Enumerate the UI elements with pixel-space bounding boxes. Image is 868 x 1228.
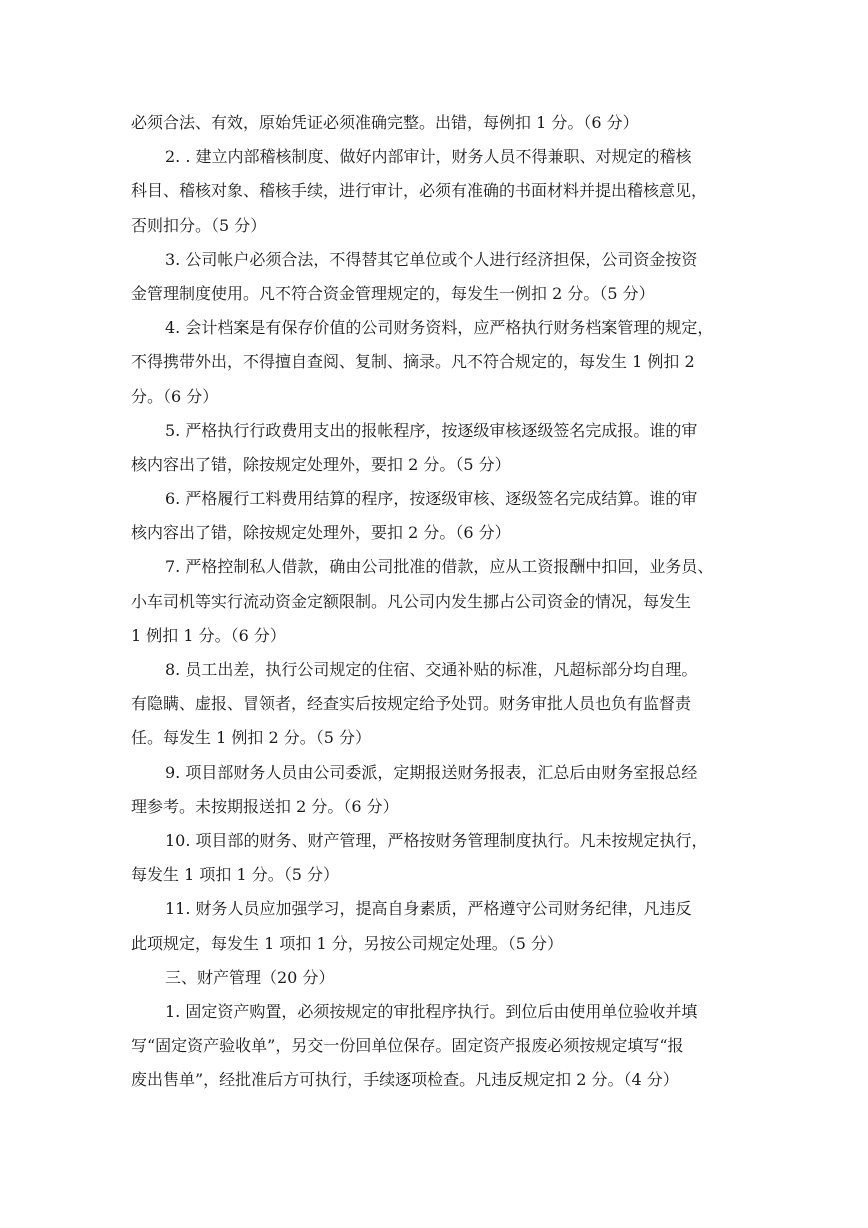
text-line: 5. 严格执行行政费用支出的报帐程序，按逐级审核逐级签名完成报。谁的审 xyxy=(165,420,698,440)
text-line: 3. 公司帐户必须合法，不得替其它单位或个人进行经济担保，公司资金按资 xyxy=(165,249,698,269)
text-line: 1 例扣 1 分。（6 分） xyxy=(131,625,286,645)
text-line: 理参考。未按期报送扣 2 分。（6 分） xyxy=(131,796,399,816)
text-line: 6. 严格履行工料费用结算的程序，按逐级审核、逐级签名完成结算。谁的审 xyxy=(165,489,698,509)
text-line: 科目、稽核对象、稽核手续，进行审计，必须有准确的书面材料并提出稽核意见， xyxy=(131,181,708,201)
text-line: 金管理制度使用。凡不符合资金管理规定的，每发生一例扣 2 分。（5 分） xyxy=(131,283,655,303)
text-line: 8. 员工出差，执行公司规定的住宿、交通补贴的标准，凡超标部分均自理。 xyxy=(165,660,698,679)
text-line: 核内容出了错，除按规定处理外，要扣 2 分。（6 分） xyxy=(131,523,511,543)
text-line: 有隐瞒、虚报、冒领者，经查实后按规定给予处罚。财务审批人员也负有监督责 xyxy=(131,694,692,714)
text-line: 小车司机等实行流动资金定额限制。凡公司内发生挪占公司资金的情况，每发生 xyxy=(131,591,692,611)
text-line: 11. 财务人员应加强学习，提高自身素质，严格遵守公司财务纪律，凡违反 xyxy=(165,899,692,919)
text-line: 必须合法、有效，原始凭证必须准确完整。出错，每例扣 1 分。（6 分） xyxy=(131,113,639,132)
text-line: 每发生 1 项扣 1 分。（5 分） xyxy=(131,865,339,885)
text-line: 核内容出了错，除按规定处理外，要扣 2 分。（5 分） xyxy=(131,454,511,474)
text-line: 此项规定，每发生 1 项扣 1 分，另按公司规定处理。（5 分） xyxy=(131,933,563,953)
text-line: 10. 项目部的财务、财产管理，严格按财务管理制度执行。凡未按规定执行， xyxy=(165,830,708,850)
text-line: 2. . 建立内部稽核制度、做好内部审计，财务人员不得兼职、对规定的稽核 xyxy=(165,147,692,167)
text-line: 废出售单”，经批准后方可执行，手续逐项检查。凡违反规定扣 2 分。（4 分） xyxy=(131,1070,679,1090)
text-line: 4. 会计档案是有保存价值的公司财务资料，应严格执行财务档案管理的规定， xyxy=(165,318,714,338)
text-line: 任。每发生 1 例扣 2 分。（5 分） xyxy=(131,728,371,748)
text-line: 否则扣分。（5 分） xyxy=(131,215,267,235)
text-line: 分。（6 分） xyxy=(131,386,219,406)
document-body xyxy=(131,106,771,1097)
text-line: 9. 项目部财务人员由公司委派，定期报送财务报表，汇总后由财务室报总经 xyxy=(165,762,698,782)
text-line: 不得携带外出，不得擅自查阅、复制、摘录。凡不符合规定的，每发生 1 例扣 2 xyxy=(131,352,695,372)
text-line: 三、财产管理（20 分） xyxy=(165,967,335,987)
text-line: 7. 严格控制私人借款，确由公司批准的借款，应从工资报酬中扣回，业务员、 xyxy=(165,557,714,577)
text-line: 1. 固定资产购置，必须按规定的审批程序执行。到位后由使用单位验收并填 xyxy=(165,1001,698,1021)
text-line: 写“固定资产验收单”，另交一份回单位保存。固定资产报废必须按规定填写“报 xyxy=(131,1036,684,1056)
